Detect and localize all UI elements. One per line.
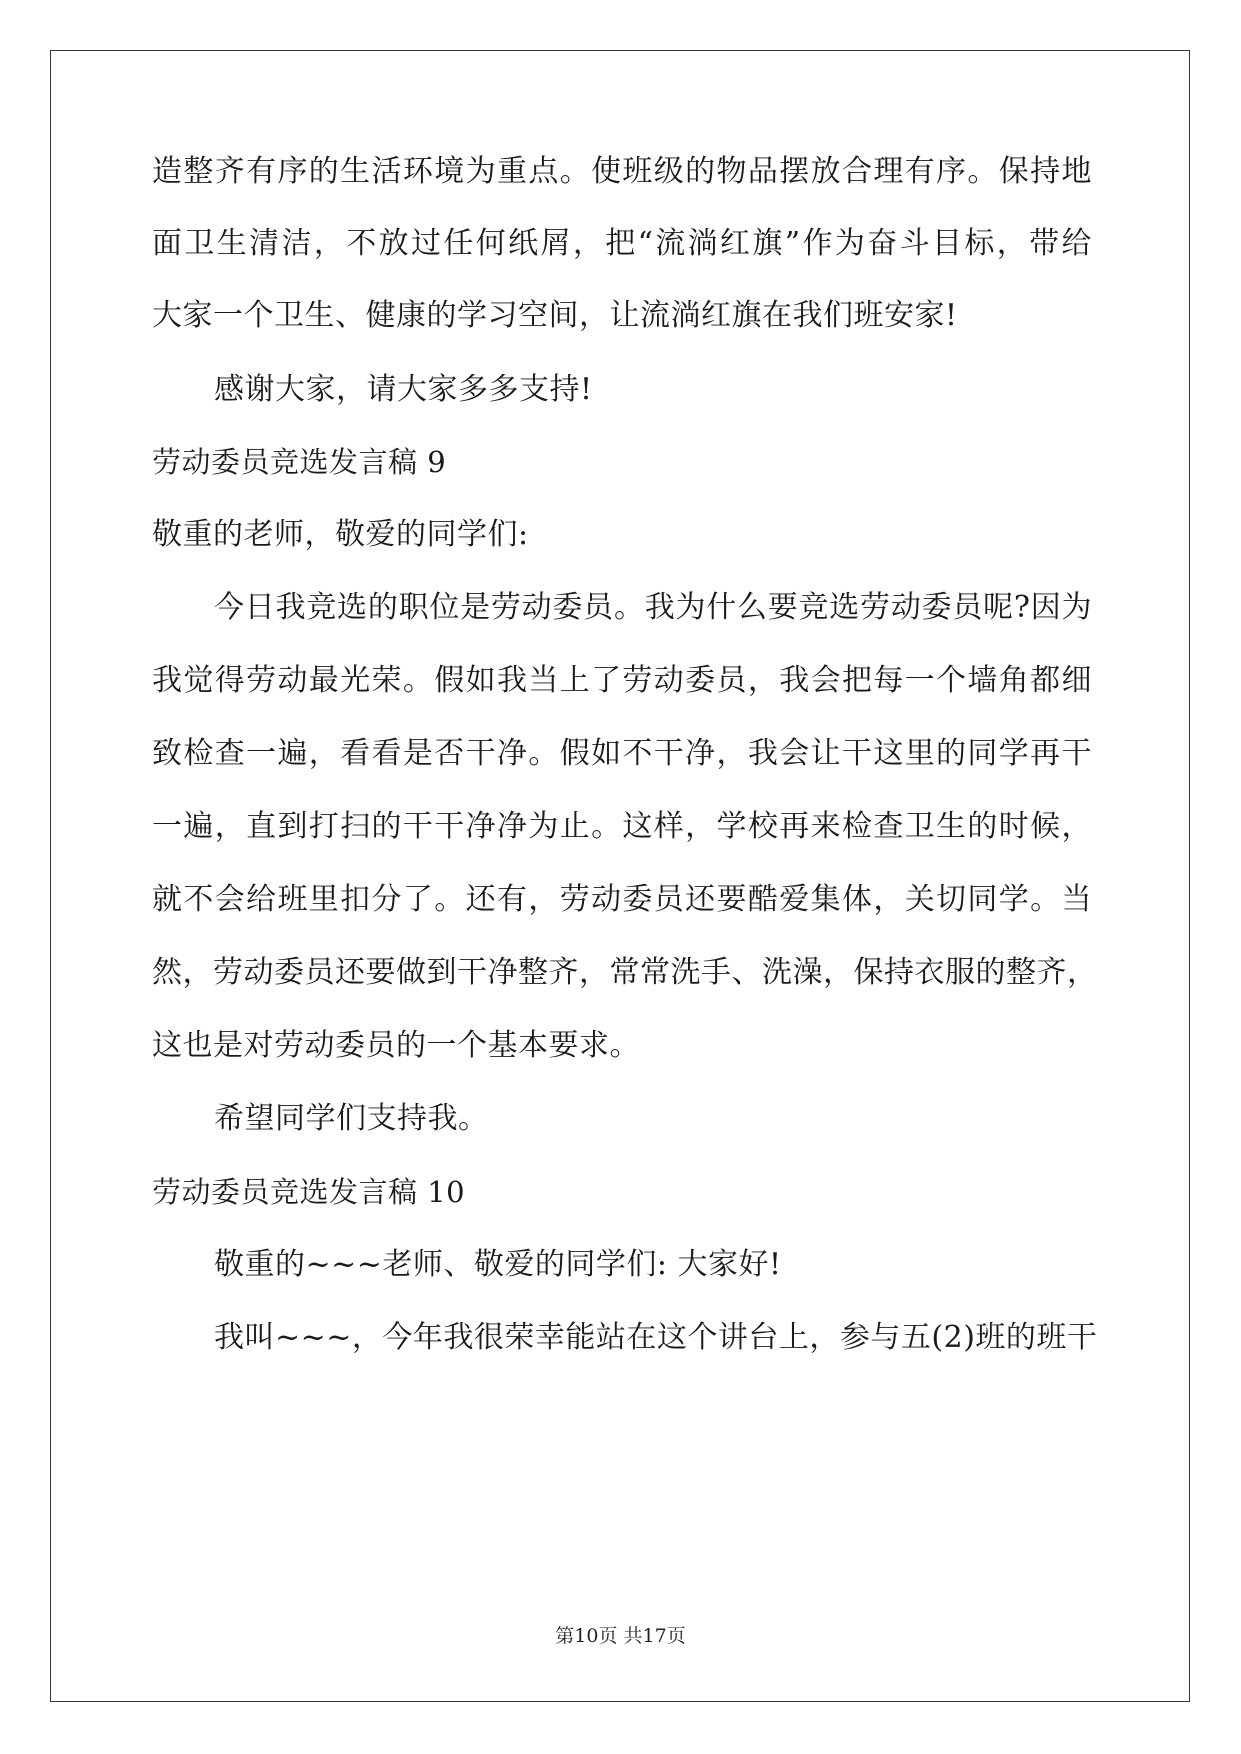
paragraph-line: 一遍，直到打扫的干干净净为止。这样，学校再来检查卫生的时候， — [152, 809, 1092, 844]
paragraph-line: 造整齐有序的生活环境为重点。使班级的物品摆放合理有序。保持地 — [152, 154, 1092, 189]
paragraph-line: 然，劳动委员还要做到干净整齐，常常洗手、洗澡，保持衣服的整齐， — [152, 955, 1098, 990]
salutation-line: 敬重的~~~老师、敬爱的同学们: 大家好! — [214, 1247, 782, 1282]
paragraph-line: 致检查一遍，看看是否干净。假如不干净，我会让干这里的同学再干 — [152, 736, 1092, 771]
paragraph-line: 我觉得劳动最光荣。假如我当上了劳动委员，我会把每一个墙角都细 — [152, 663, 1092, 698]
paragraph-line: 这也是对劳动委员的一个基本要求。 — [152, 1028, 640, 1063]
paragraph-line: 希望同学们支持我。 — [214, 1101, 489, 1136]
paragraph-line: 就不会给班里扣分了。还有，劳动委员还要酷爱集体，关切同学。当 — [152, 882, 1092, 917]
section-heading: 劳动委员竞选发言稿 10 — [152, 1175, 466, 1209]
paragraph-line: 我叫~~~，今年我很荣幸能站在这个讲台上，参与五(2)班的班干 — [214, 1320, 1098, 1355]
paragraph-line: 面卫生清洁，不放过任何纸屑，把“流淌红旗”作为奋斗目标，带给 — [152, 226, 1092, 261]
paragraph-line: 大家一个卫生、健康的学习空间，让流淌红旗在我们班安家! — [152, 298, 958, 333]
section-heading: 劳动委员竞选发言稿 9 — [152, 445, 447, 479]
page-number-footer: 第10页 共17页 — [555, 1625, 686, 1647]
paragraph-line: 感谢大家，请大家多多支持! — [214, 372, 593, 407]
salutation-line: 敬重的老师，敬爱的同学们: — [152, 517, 529, 552]
paragraph-line: 今日我竞选的职位是劳动委员。我为什么要竞选劳动委员呢?因为 — [214, 590, 1092, 625]
